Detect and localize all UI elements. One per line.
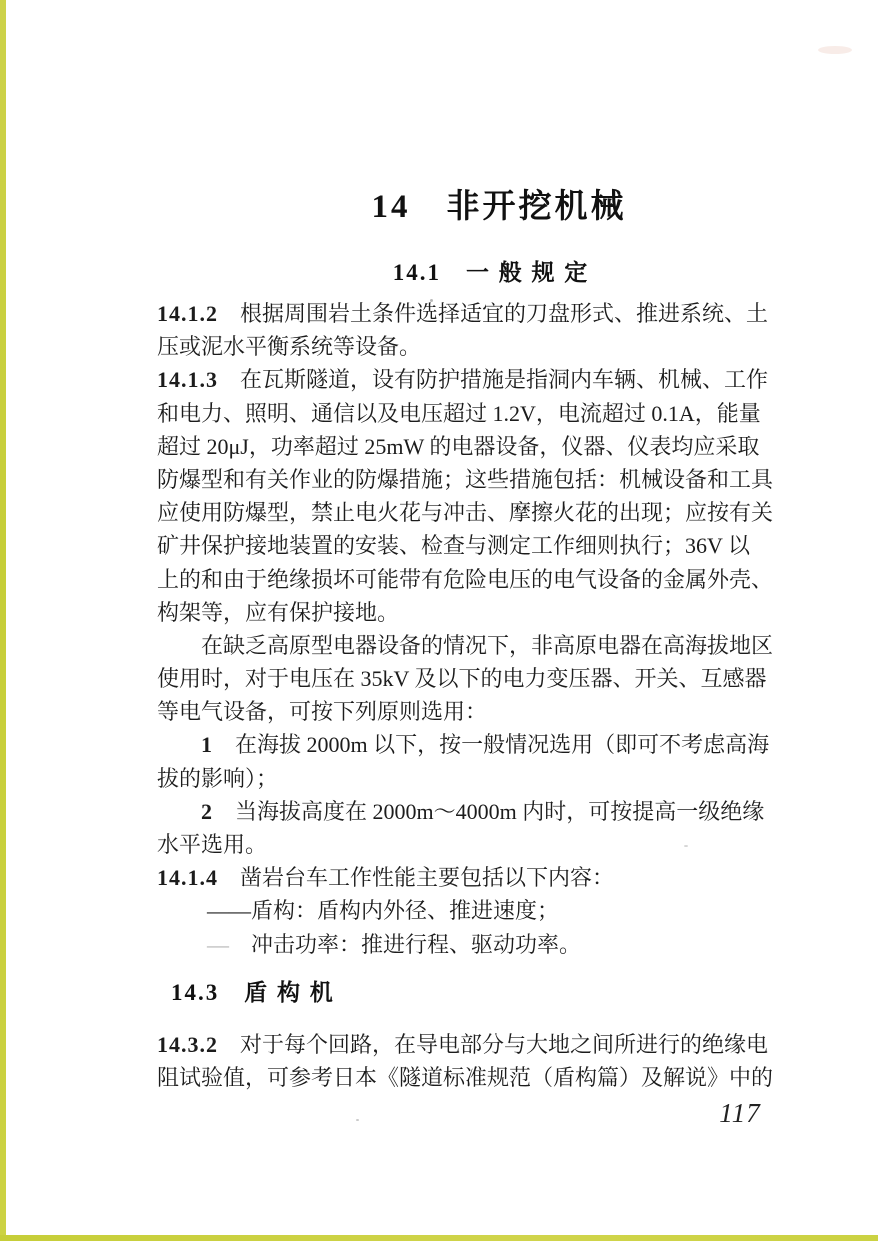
text-line xyxy=(157,1061,790,1094)
line-text: 凿岩台车工作性能主要包括以下内容： xyxy=(218,865,615,891)
page-number: 117 xyxy=(719,1098,761,1128)
text-line xyxy=(157,330,790,363)
line-text: 阻试验值，可参考日本《隧道标准规范（盾构篇）及解说》中的 xyxy=(157,1064,774,1090)
scan-smudge xyxy=(818,46,852,54)
line-text: 超过 20μJ，功率超过 25mW 的电器设备，仪器、仪表均应采取 xyxy=(157,433,760,459)
scan-edge-left-artifact xyxy=(0,0,6,1241)
section-heading-14-3: 14.3 盾 构 机 xyxy=(171,979,335,1005)
text-line xyxy=(157,861,790,894)
list-item-number: 2 xyxy=(201,798,213,824)
line-text: 根据周围岩土条件选择适宜的刀盘形式、推进系统、土 xyxy=(218,301,769,326)
line-text: 在瓦斯隧道，设有防护措施是指洞内车辆、机械、工作 xyxy=(218,367,769,393)
line-text: 在海拔 2000m 以下，按一般情况选用（即可不考虑高海 xyxy=(213,732,770,758)
text-line xyxy=(157,297,790,330)
text-line xyxy=(157,563,790,596)
chapter-title: 14 非开挖机械 xyxy=(371,189,627,225)
text-line xyxy=(157,529,790,562)
body-text-block xyxy=(157,297,790,1094)
line-text: 应使用防爆型，禁止电火花与冲击、摩擦火花的出现；应按有关 xyxy=(157,500,774,526)
text-line xyxy=(157,430,790,463)
line-text: 使用时，对于电压在 35kV 及以下的电力变压器、开关、互感器 xyxy=(157,666,767,692)
line-text: 等电气设备，可按下列原则选用： xyxy=(157,699,488,725)
line-text: 冲击功率：推进行程、驱动功率。 xyxy=(229,931,582,957)
line-text: 压或泥水平衡系统等设备。 xyxy=(157,334,422,360)
text-line xyxy=(157,1028,790,1061)
text-line xyxy=(157,894,790,927)
clause-number: 14.1.3 xyxy=(157,367,218,393)
list-item-number: 1 xyxy=(201,732,213,758)
line-text: 构架等，应有保护接地。 xyxy=(157,599,400,625)
line-text: 拔的影响）； xyxy=(157,765,279,791)
faded-dash: — xyxy=(207,931,229,957)
line-text: ——盾构：盾构内外径、推进速度； xyxy=(207,898,560,924)
line-text: 和电力、照明、通信以及电压超过 1.2V，电流超过 0.1A，能量 xyxy=(157,400,761,426)
text-line xyxy=(157,795,790,828)
text-line xyxy=(157,629,790,662)
text-line xyxy=(157,662,790,695)
text-line xyxy=(157,695,790,728)
line-text: 水平选用。 xyxy=(157,832,268,857)
text-line xyxy=(157,397,790,430)
scan-edge-bottom-artifact xyxy=(0,1235,878,1241)
clause-number: 14.3.2 xyxy=(157,1031,218,1057)
section-heading-14-1: 14.1 一 般 规 定 xyxy=(392,260,590,285)
text-line xyxy=(157,496,790,529)
text-line xyxy=(157,363,790,396)
text-line xyxy=(157,596,790,629)
line-text: 矿井保护接地装置的安装、检查与测定工作细则执行；36V 以 xyxy=(157,533,750,559)
text-line xyxy=(157,828,790,861)
text-line xyxy=(157,728,790,761)
text-line xyxy=(157,928,790,961)
line-text: 当海拔高度在 2000m～4000m 内时，可按提高一级绝缘 xyxy=(213,798,765,824)
line-text: 上的和由于绝缘损坏可能带有危险电压的电气设备的金属外壳、 xyxy=(157,566,774,592)
text-line xyxy=(157,463,790,496)
line-text: 防爆型和有关作业的防爆措施；这些措施包括：机械设备和工具 xyxy=(157,466,774,492)
text-line xyxy=(157,762,790,795)
line-text: 对于每个回路，在导电部分与大地之间所进行的绝缘电 xyxy=(218,1031,769,1057)
clause-number: 14.1.4 xyxy=(157,865,218,891)
clause-number: 14.1.2 xyxy=(157,301,218,326)
line-text: 在缺乏高原型电器设备的情况下，非高原电器在高海拔地区 xyxy=(201,632,774,658)
scan-speck xyxy=(356,1119,359,1121)
